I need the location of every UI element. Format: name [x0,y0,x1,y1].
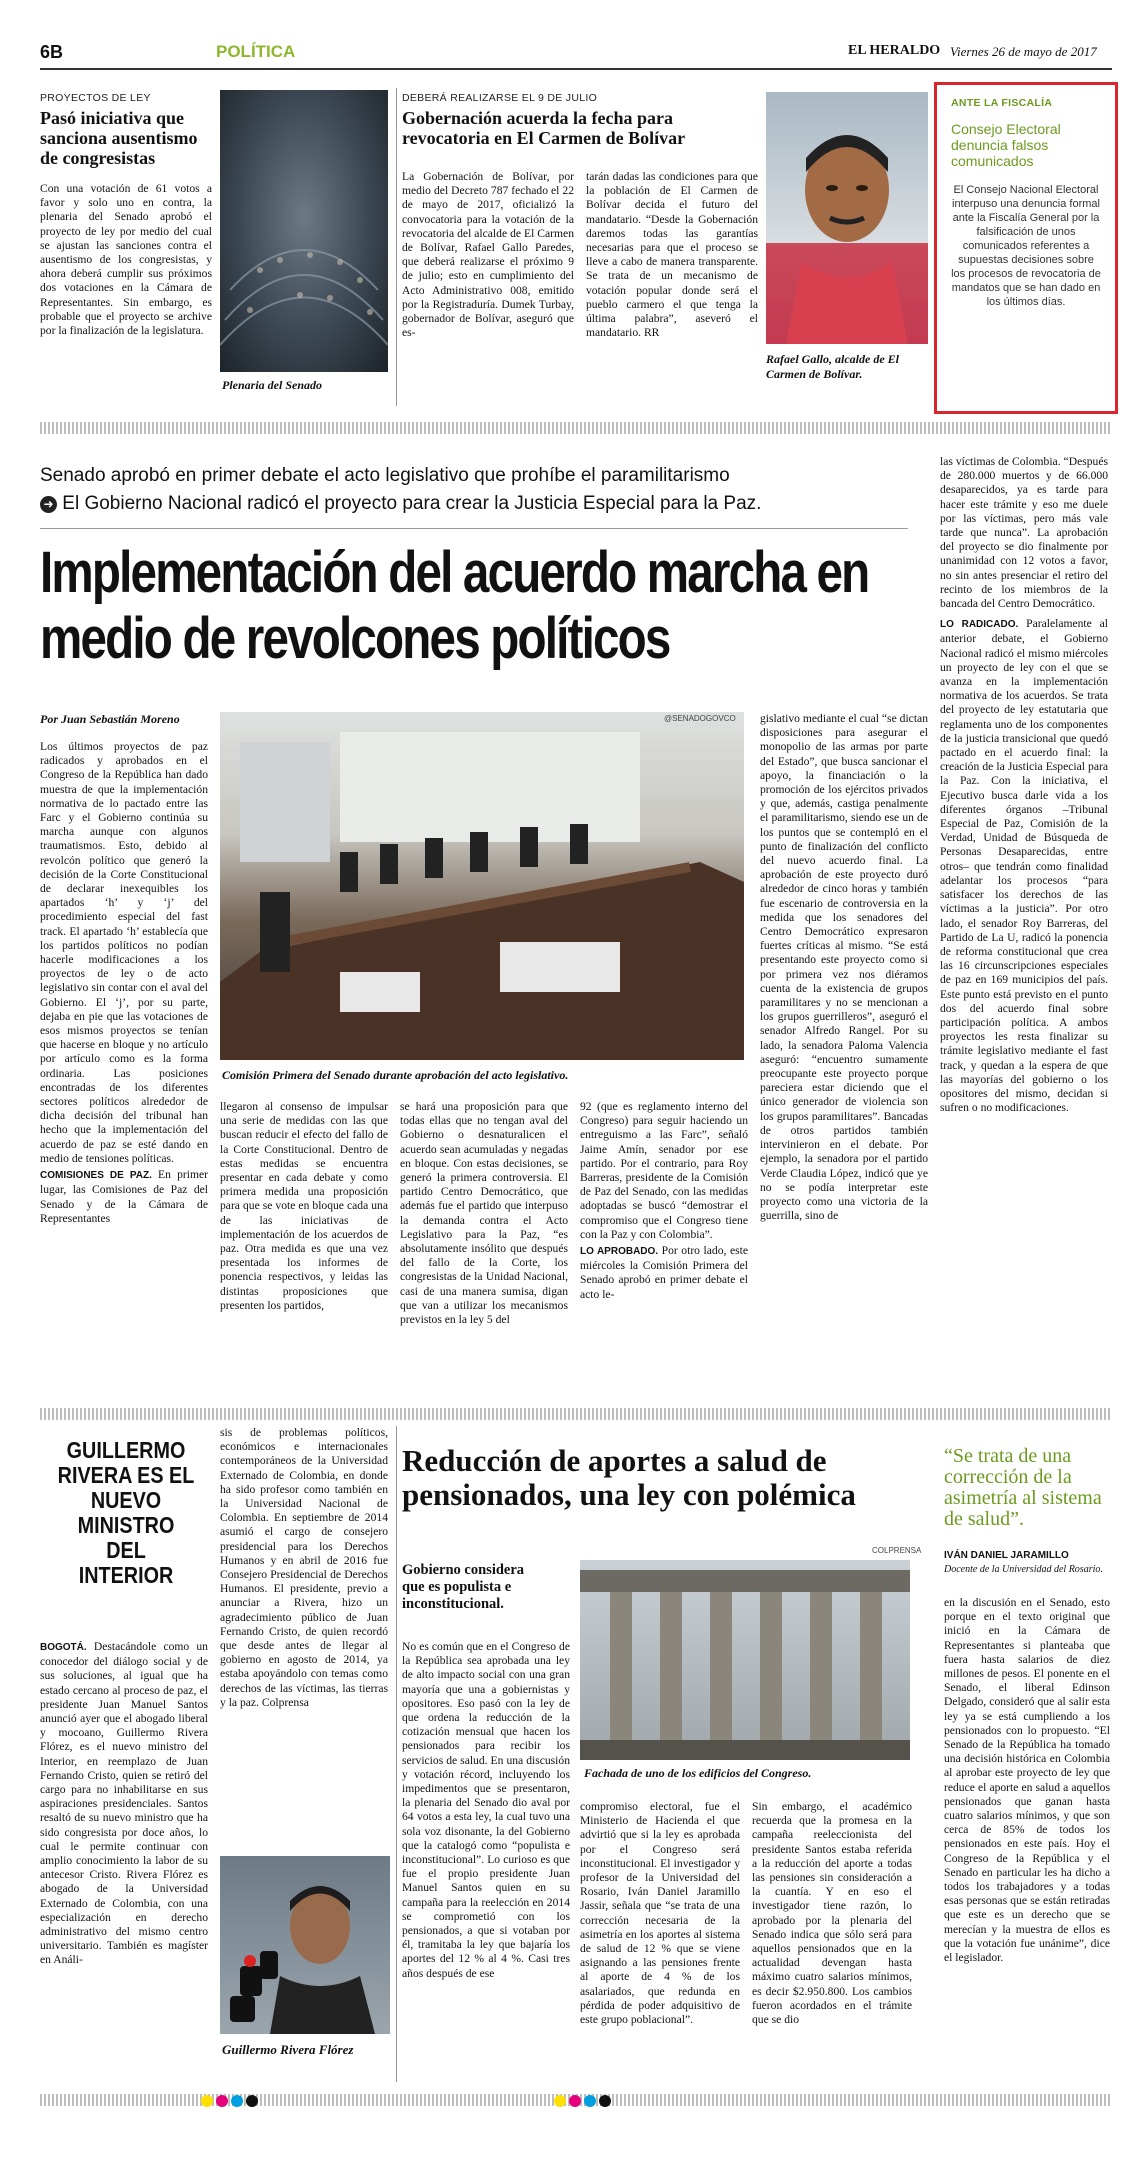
section-separator-2 [40,1408,1112,1420]
section-separator [40,422,1112,434]
story1-kicker: PROYECTOS DE LEY [40,92,151,104]
summary-line-1: Senado aprobó en primer debate el acto legislativo que prohíbe el paramilitarismo [40,465,730,486]
summary-line-2 [40,493,761,515]
issue-date: Viernes 26 de mayo de 2017 [950,44,1097,59]
story1-caption: Plenaria del Senado [222,378,323,392]
mayor-portrait-photo [766,92,928,344]
main-col2: llegaron al consenso de impulsar una serie de medidas con las que buscan reducir el efecto del fallo de la Corte Constitucional. Dentro de estas medidas se encuentra presentar en cada debate y como primera medida una proposición para que se vote en bloque cada una de las iniciativas de implementación de los acuerdos de paz. Otra medida es que una vez presentada los informes de ponencia respectivos, y leidas las distintas proposiciones que presenten los partidos, [220,1100,388,1312]
comisiones-lead: COMISIONES DE PAZ. [40,1170,152,1182]
newspaper-name: EL HERALDO [848,43,941,58]
main-col1: Los últimos proyectos de paz radicados y aprobados en el Congreso de la República han dado muestra de que la implementación normativa de lo pactado entre las Farc y el Gobierno continúa su marcha aunque con algunos traumatismos. Esto, debido al revolcón político que generó la decisión de la Corte Constitucional de declarar inexequibles los apartados ‘h’ y ‘j’ del procedimiento especial del fast track. El apartado ‘h’ establecía que los partidos políticos no podían hacerle modificaciones a los proyectos de ley o de acto legislativo sin contar con el aval del Gobierno. El ‘j’, por su parte, dejaba en pie que las votaciones de esos mismos proyectos se tenían que hacerse en bloque y no artículo por artículo como es la forma ordinaria. Las posiciones encontradas de los diferentes sectores políticos alrededor de dicha decisión del tribunal han hecho que la implementación del acuerdo de paz se esté dando en medio de tensiones políticas. COMISIONES DE PAZ. En primer lugar, las Comisiones de Paz del Senado y de la Cámara de Representantes [40,740,208,1225]
rivera-headline: GUILLERMO RIVERA ES EL NUEVO MINISTRO DEL INTERIOR [57,1437,195,1588]
rivera-col1: BOGOTÁ. Destacándole como un conocedor del diálogo social y de sus soluciones, al igual que ha estado cercano al proceso de paz, el presidente Juan Manuel Santos anunció ayer que el abogado liberal y mocoano, Guillermo Rivera Flórez, es el nuevo ministro del Interior, en reemplazo de Juan Fernando Cristo, quien se retiró del cargo para no inhabilitarse en sus aspiraciones presidenciales. Santos resaltó de su nuevo ministro que ha sido congresista por doce años, lo cual le permite continuar con amplio conocimiento la labor de su antecesor Cristo. Rivera Flórez es abogado de la Universidad Externado de Colombia, con una especialización en derecho administrativo del mismo centro universitario. También es magíster en Análi- [40,1640,208,1967]
arrow-icon: ➜ [40,496,57,513]
pull-quote-name: IVÁN DANIEL JARAMILLO [944,1550,1069,1561]
fiscalia-box [934,82,1118,414]
salud-col2: compromiso electoral, fue el Ministerio de Hacienda el que advirtió que si la ley es aprobada por el Congreso será inconstitucional. El investigador y profesor de la Universidad del Rosario, Iván Daniel Jaramillo Jassir, señala que “se trata de una corrección necesaria de la asimetría en los aportes al sistema de salud de 12 % que se viene asignando a las pensiones frente al aporte de 4 % de los asalariados, que redunda en pérdida de poder adquisitivo de este grupo poblacional”. [580,1800,740,2027]
page-number: 6B [40,42,64,62]
main-col4: 92 (que es reglamento interno del Congreso) para seguir haciendo un entreguismo a las Farc”, señaló Jaime Amín, senador por ese partido. Por el contrario, para Roy Barreras, presidente de la Comisión de Paz del Senado, con las medidas adoptadas se buscó “demostrar el compromiso que el Congreso tiene con la Paz y con Colombia”. LO APROBADO. Por otro lado, este miércoles la Comisión Primera del Senado aprobó en primer debate el acto le- [580,1100,748,1301]
registration-marks [200,2094,760,2113]
column-divider-2 [396,1426,397,2082]
story2-col1: La Gobernación de Bolívar, por medio del Decreto 787 fechado el 22 de mayo de 2017, oficializó la convocatoria para la votación de la revocatoria del alcalde de El Carmen de Bolívar, Rafael Gallo Paredes, que deberá realizarse el próximo 9 de julio; esto en cumplimiento del Acto Administrativo 008, emitido por la Registraduría. Dumek Turbay, gobernador de Bolívar, aseguró que es- [402,170,574,340]
radicado-lead: LO RADICADO. [940,619,1019,631]
pull-quote-role: Docente de la Universidad del Rosario. [944,1564,1103,1575]
byline: Por Juan Sebastián Moreno [40,712,180,726]
main-col3: se hará una proposición para que todas ellas que no tengan aval del Gobierno o desnaturalicen el acuerdo sean acumuladas y negadas en bloque. Con estas decisiones, se generó la primera controversia. El partido Centro Democrático, que además fue el partido que interpuso la demanda contra el Acto Legislativo para la Paz, “es absolutamente insólito que después del fallo de la Corte, los congresistas de la Unidad Nacional, casi de una manera sumisa, digan que van a utilizar los mecanismos previstos en la ley 5 del [400,1100,568,1327]
summary-rule [40,528,908,529]
summary-line-2-text: El Gobierno Nacional radicó el proyecto para crear la Justicia Especial para la Paz. [62,493,762,514]
rivera-col2: sis de problemas políticos, económicos e internacionales contemporáneos de la Universidad Externado de Colombia, en donde ha sido profesor como también en la Universidad Nacional de Colombia. En septiembre de 2014 asumió el cargo de consejero presidencial para los Derechos Humanos y en abril de 2016 fue Consejero Presidencial de Derechos Humanos. El presidente, previo a anunciar a Rivera, hizo un agradecimiento público de Juan Fernando Cristo, de quien recordó que desde antes de llegar al gobierno en agosto de 2014, ya estaba apoyándolo con temas como derechos de las víctimas, las tierras y la paz. Colprensa [220,1426,388,1709]
congress-building-photo [580,1560,910,1760]
main-caption: Comisión Primera del Senado durante aprobación del acto legislativo. [222,1068,569,1082]
salud-caption: Fachada de uno de los edificios del Congreso. [584,1766,812,1780]
column-divider [396,88,397,406]
salud-col1: No es común que en el Congreso de la República sea aprobada una ley de alto impacto social con una gran mayoría que una a gobiernistas y opositores. Eso pasó con la ley de que ordena la reducción de la cotización mensual que hacen los pensionados para recibir los servicios de salud. En una discusión y votación récord, incluyendo los impedimentos que se presentaron, la plenaria del Senado dio aval por 64 votos a esta ley, la cual tuvo una sola voz disonante, la del Gobierno que la catalogó como “populista e inconstitucional”. Lo curioso es que fue el propio presidente Juan Manuel Santos quien en su campaña para la reelección en 2014 se comprometió con los pensionados, a que si votaban por él, tramitaba la ley que bajaría los aportes del 12 % al 4 %. Casi tres años después de ese [402,1640,570,1980]
story2-kicker: DEBERÁ REALIZARSE EL 9 DE JULIO [402,92,598,104]
aprobado-lead: LO APROBADO. [580,1246,659,1258]
rivera-caption: Guillermo Rivera Flórez [222,2042,354,2057]
commission-photo [220,712,744,1060]
story1-body: Con una votación de 61 votos a favor y solo uno en contra, la plenaria del Senado aprobó el proyecto de ley por medio del cual se ajustan las sanciones contra el ausentismo de los congresistas, y ahora deberá cumplir sus próximos dos votaciones en la Cámara de Representantes. Sin embargo, es probable que el proyecto se archive por la finalización de la legislatura. [40,182,212,338]
main-col5: gislativo mediante el cual “se dictan disposiciones para asegurar el monopolio de las armas por parte del Estado”, que busca sancionar el apoyo, la financiación o la promoción de los ejércitos privados y que, además, castiga penalmente el paramilitarismo, siendo ese un de los puntos que se contempló en el punto de finalización del conflicto del nuevo acuerdo final. La aprobación de este proyecto duró alrededor de cinco horas y también fue escenario de controversia en la medida que los senadores del Centro Democrático expresaron fuertes críticas al mismo. “Se está presentando este proyecto como si por primera vez nos diéramos cuenta de la existencia de grupos paramilitares y no se mencionan a los grupos guerrilleros”, aseguró el senador Alfredo Rangel. Por su lado, la senadora Paloma Valencia aseguró: “encuentro sumamente preocupante este proyecto porque pareciera estar diciendo que el único generador de violencia son los grupos paramilitares”. Bancadas de otros partidos también intervinieron en el debate. Por ejemplo, la senadora por el partido Verde Claudia López, indicó que ye no se podía interpretar este proyecto como una victoria de la guerrilla, sino de [760,712,928,1223]
salud-col3: Sin embargo, el académico recuerda que la promesa en la campaña reeleccionista del presidente Santos estaba referida a la reducción del aporte a todas las pensiones sin consideración a la cuantía. Y en eso el investigador tiene razón, lo aprobado por la plenaria del Senado indica que sólo será para aquellos pensionados que en la actualidad devengan hasta máximo cuatro salarios mínimos, es decir $2.950.800. Los cambios fueron acordados en el trámite que se dio [752,1800,912,2027]
box-body: El Consejo Nacional Electoral interpuso una denuncia formal ante la Fiscalía General por la falsificación de unos comunicados referentes a supuestas decisiones sobre los procesos de revocatoria de mandatos que se han dado en los últimos días. [951,184,1101,308]
bogota-lead: BOGOTÁ. [40,1642,87,1653]
box-kicker: ANTE LA FISCALÍA [951,97,1053,109]
story2-title: Gobernación acuerda la fecha para revocatoria en El Carmen de Bolívar [402,108,686,148]
salud-deck: Gobierno considera que es populista e inconstitucional. [402,1562,525,1612]
story2-col2: tarán dadas las condiciones para que la población de El Carmen de Bolívar decida el futuro del mandatario. “Desde la Gobernación daremos todas las garantías necesarias para que el proceso se lleve a cabo de manera transparente. Se trata de un mecanismo de votación popular donde será el pueblo carmero el que tenga la última palabra”, aseveró el mandatario. RR [586,170,758,340]
pull-quote: “Se trata de una corrección de la asimetría al sistema de salud”. [944,1445,1102,1530]
header-rule [40,68,1112,70]
main-headline: Implementación del acuerdo marcha en medio de revolcones políticos [40,540,869,671]
story1-title: Pasó iniciativa que sanciona ausentismo de congresistas [40,108,198,168]
box-title: Consejo Electoral denuncia falsos comunicados [951,121,1061,169]
salud-headline: Reducción de aportes a salud de pensionados, una ley con polémica [402,1443,856,1512]
salud-col4: en la discusión en el Senado, esto porque en el texto original que inició en la Cámara de Representantes si planteaba que fuera hasta salarios de diez millones de pesos. El ponente en el Senado, el liberal Edinson Delgado, consideró que al salir esta ley ya se está cumpliendo a los pensionados con lo propuesto. “El Senado de la República ha tomado una decisión histórica en Colombia al aprobar este proyecto de ley que reduce el aporte en salud a aquellos pensionados que ganan hasta cuatro salarios mínimos, y que son cerca de 85% de todos los pensionados en este país. Hoy el Congreso de la República y el Senado en particular les ha dicho a todos los trabajadores y a todas esas personas que se están retiradas que este es un derecho que se merecían y la muestra de ellos es que la votación fue unánime”, dice el legislador. [944,1596,1110,1965]
senate-plenary-photo [220,90,388,372]
section-name: POLÍTICA [216,42,296,61]
salud-photo-credit: COLPRENSA [872,1546,922,1555]
story2-caption: Rafael Gallo, alcalde de El Carmen de Bolívar. [766,352,899,381]
rivera-photo [220,1856,390,2034]
photo-credit: @SENADOGOVCO [664,714,736,723]
main-col6: las víctimas de Colombia. “Después de 280.000 muertos y de 66.000 desaparecidos, ya es tarde para hacer este trámite y eso me duele por las víctimas, pero más vale tarde que nunca”. La aprobación del proyecto se dio finalmente por unanimidad con 12 votos a favor, no sin antes presenciar el retiro del recinto de los miembros de la bancada del Centro Democrático. LO RADICADO. Paralelamente al anterior debate, el Gobierno Nacional radicó el mismo miércoles un proyecto de ley con el que se avanza en la implementación normativa de los acuerdos. Se trata del proyecto de ley estatutaria que reglamenta uno de los componentes de la justicia transicional que quedó pactado en el acuerdo final: la creación de la Justicia Especial para la Paz. Con la iniciativa, el Ejecutivo busca darle vida a los diferentes órganos –Tribunal Especial de Paz, Comisión de la Verdad, Unidad de Búsqueda de Personas Desaparecidas, entre otros– que tendrán como finalidad adelantar los procesos “para satisfacer los derechos de las víctimas a la justicia”. Por otro lado, el senador Roy Barreras, del Partido de La U, radicó la ponencia de reforma constitucional que crea las 16 circunscripciones especiales de paz en 169 municipios del país. Este punto está previsto en el punto dos del acuerdo final sobre participación política. A ambos proyectos les resta finalizar su trámite legislativo mediante el fast track, y quedan a la espera de que las mayorías del gobierno o los opositores del mismo, decidan si sufren o no modificaciones. [940,455,1108,1115]
